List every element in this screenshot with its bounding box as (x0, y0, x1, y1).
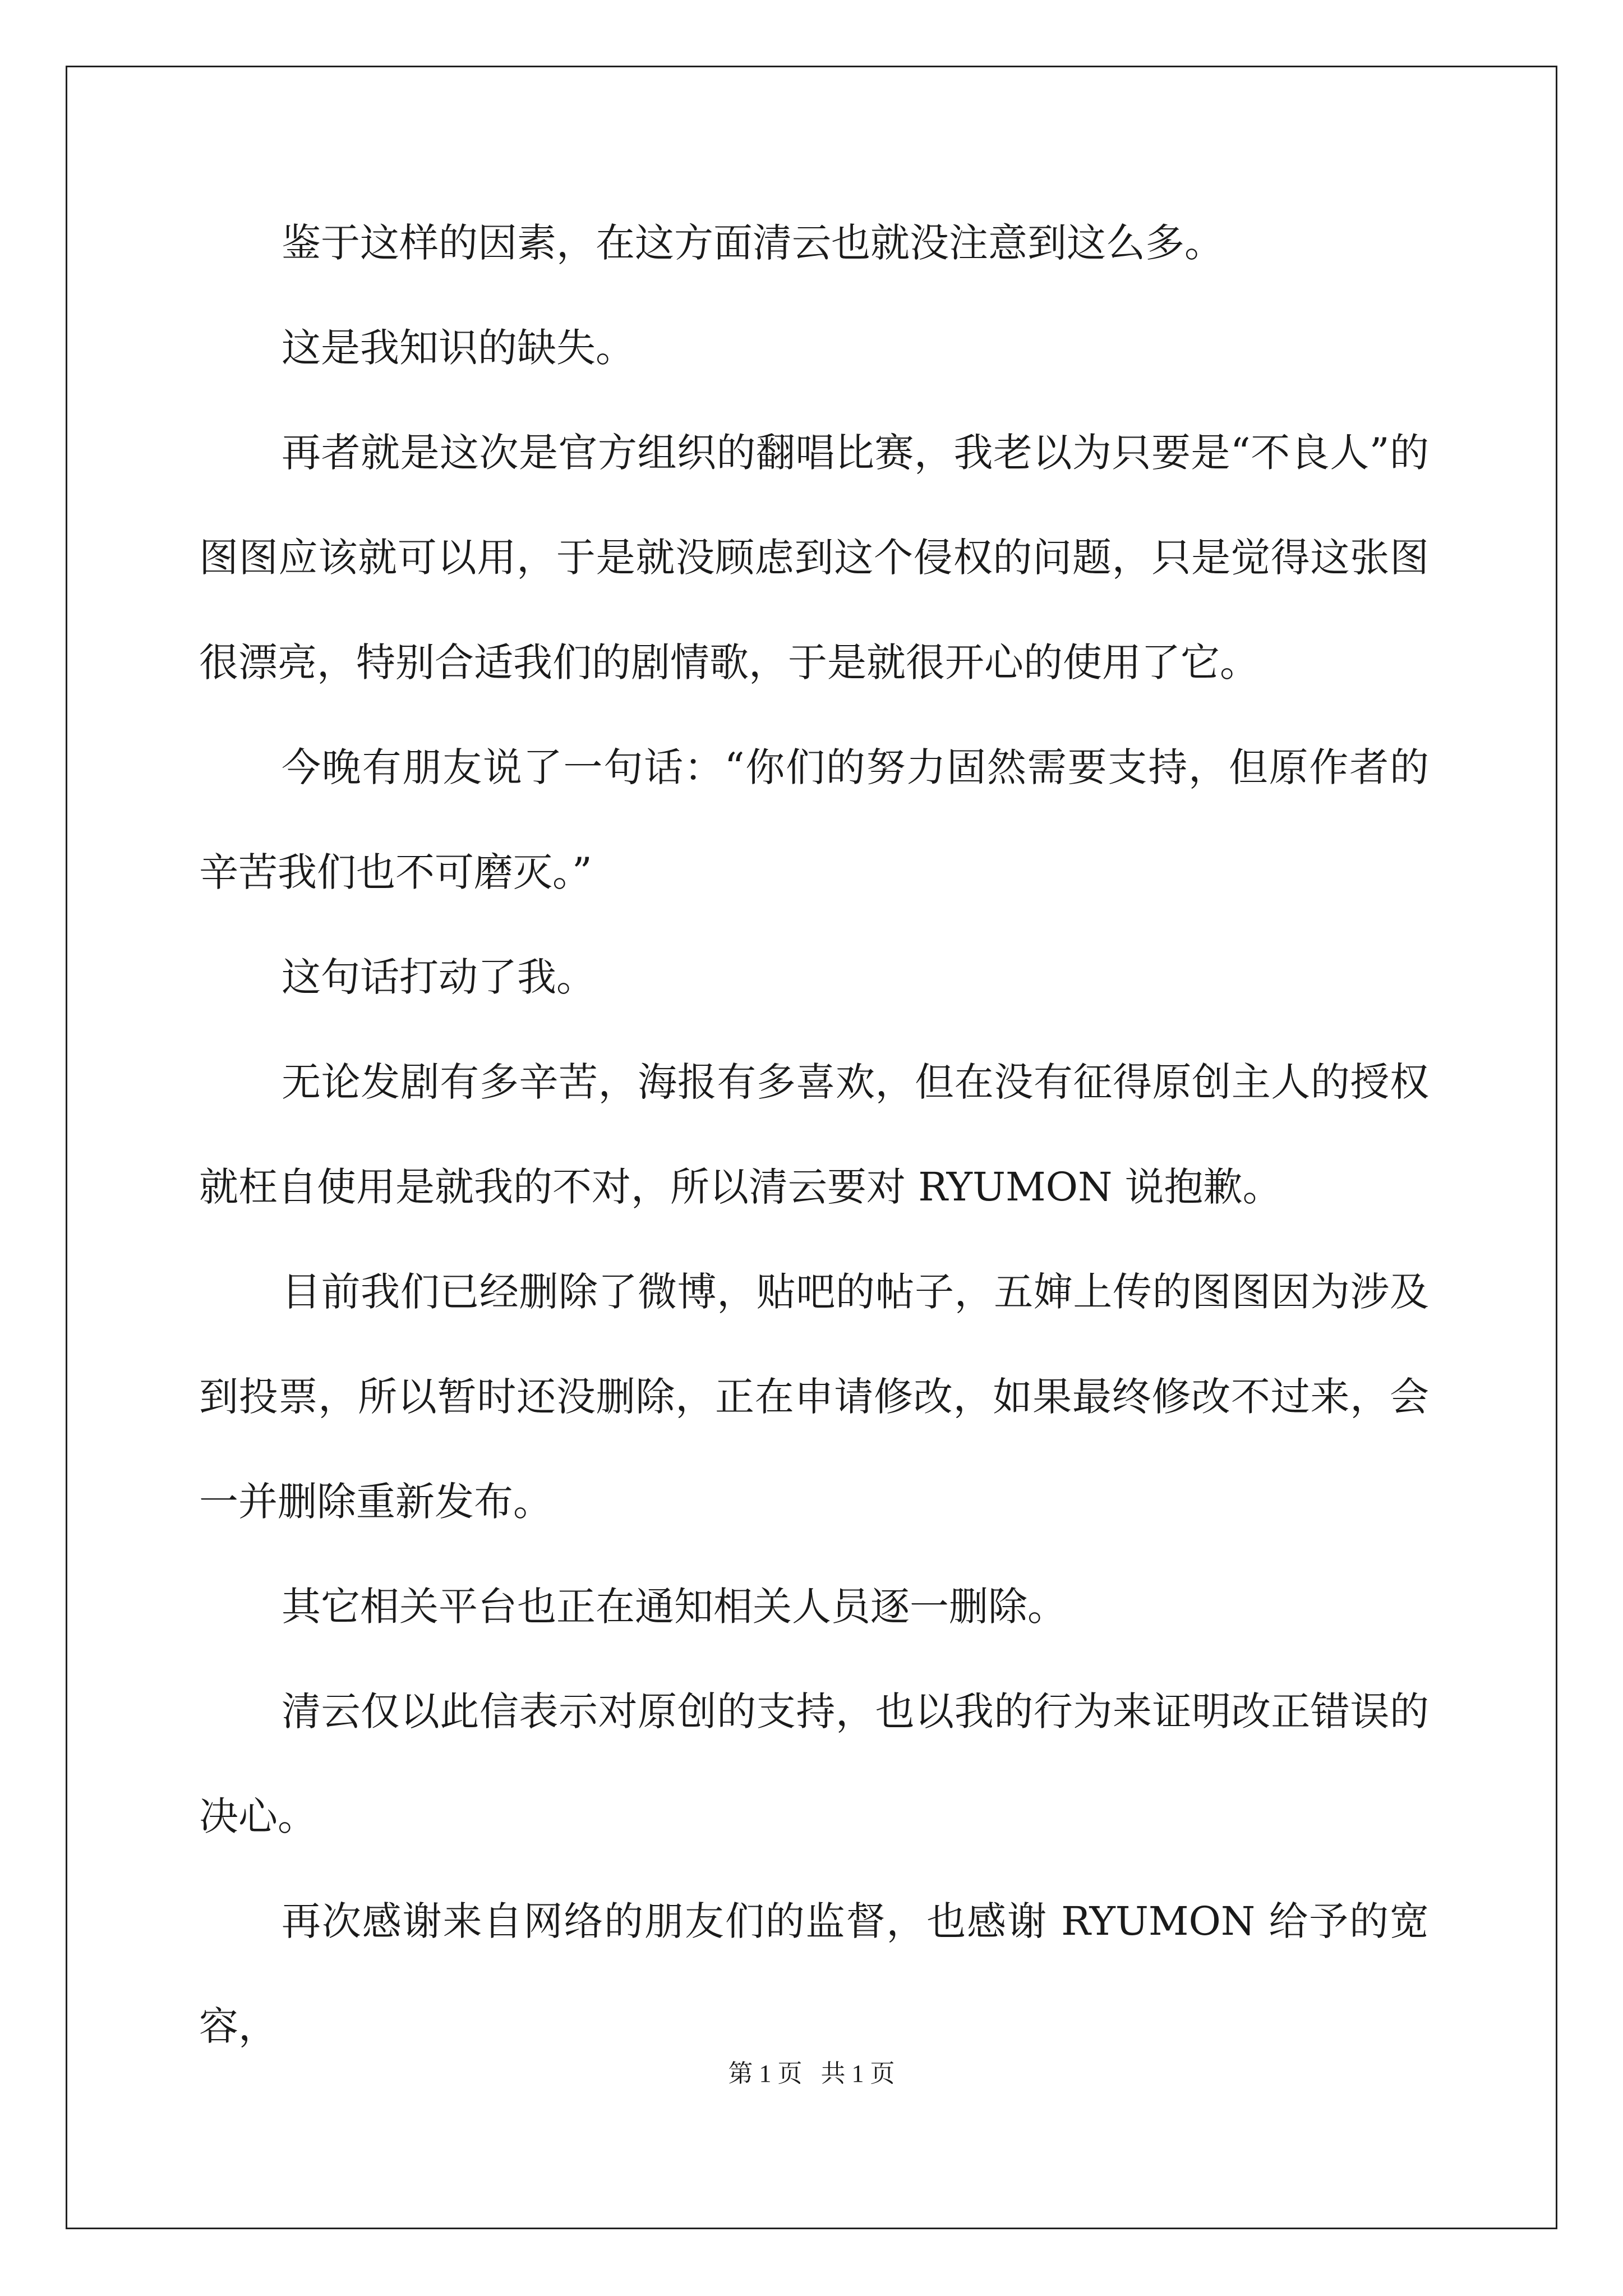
paragraph: 这是我知识的缺失。 (282, 325, 635, 371)
document-body (199, 191, 1429, 2079)
paragraph: 再次感谢来自网络的朋友们的监督，也感谢 RYUMON 给予的宽容， (199, 1898, 1429, 2049)
page-number-footer: 第 1 页 共 1 页 (728, 2060, 895, 2087)
paragraph: 目前我们已经删除了微博，贴吧的帖子，五婶上传的图图因为涉及到投票，所以暂时还没删除，正在申请修改，如果最终修改不过来，会一并删除重新发布。 (199, 1269, 1429, 1525)
paragraph: 再者就是这次是官方组织的翻唱比赛，我老以为只要是“不良人”的图图应该就可以用，于是就没顾虑到这个侵权的问题，只是觉得这张图很漂亮，特别合适我们的剧情歌，于是就很开心的使用了它。 (199, 430, 1429, 685)
paragraph: 鉴于这样的因素，在这方面清云也就没注意到这么多。 (282, 220, 1224, 266)
paragraph: 无论发剧有多辛苦，海报有多喜欢，但在没有征得原创主人的授权就枉自使用是就我的不对，所以清云要对 RYUMON 说抱歉。 (199, 1059, 1429, 1210)
paragraph: 其它相关平台也正在通知相关人员逐一删除。 (282, 1584, 1067, 1630)
paragraph: 这句话打动了我。 (282, 954, 596, 1000)
paragraph: 今晚有朋友说了一句话：“你们的努力固然需要支持，但原作者的辛苦我们也不可磨灭。” (199, 744, 1429, 895)
paragraph: 清云仅以此信表示对原创的支持，也以我的行为来证明改正错误的决心。 (199, 1688, 1429, 1839)
